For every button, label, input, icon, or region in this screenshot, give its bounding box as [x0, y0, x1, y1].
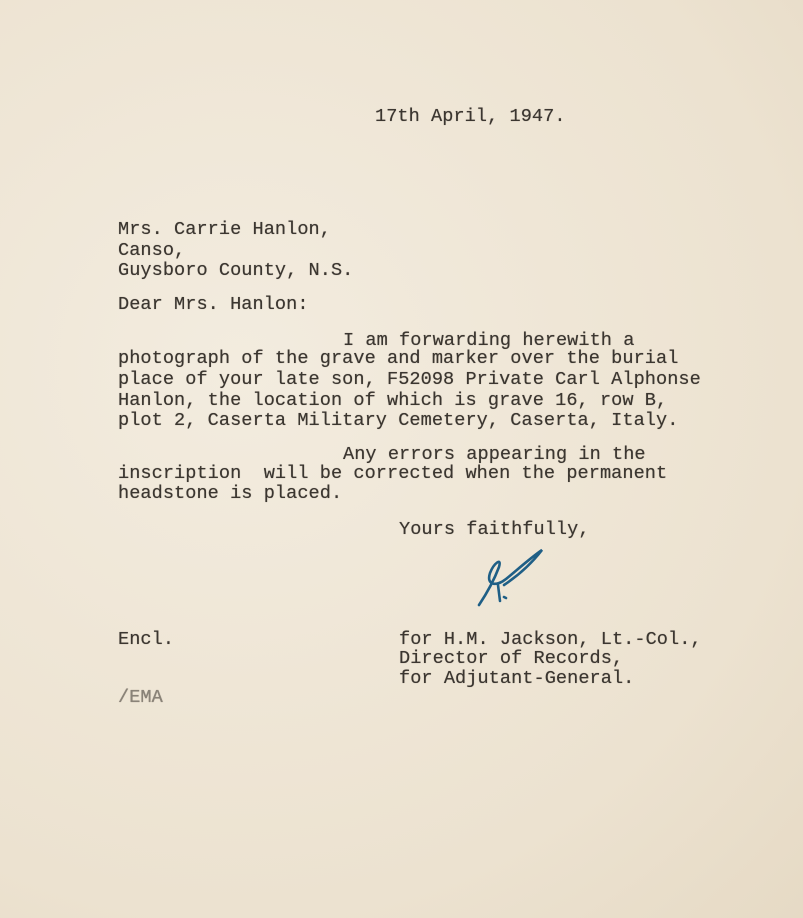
reference-initials: /EMA: [118, 687, 163, 708]
body-line: Hanlon, the location of which is grave 16, row B,: [118, 390, 668, 411]
letter-date: 17th April, 1947.: [375, 106, 566, 127]
recipient-town: Canso,: [118, 240, 186, 261]
body-line: headstone is placed.: [118, 483, 343, 504]
handwritten-signature: [474, 545, 549, 610]
body-line: I am forwarding herewith a: [343, 330, 635, 351]
signatory-line: for H.M. Jackson, Lt.-Col.,: [399, 629, 702, 650]
recipient-county: Guysboro County, N.S.: [118, 260, 354, 281]
signatory-office: for Adjutant-General.: [399, 668, 635, 689]
body-line: Any errors appearing in the: [343, 444, 646, 465]
enclosure-note: Encl.: [118, 629, 175, 650]
body-line: place of your late son, F52098 Private Carl Alphonse: [118, 369, 701, 390]
salutation: Dear Mrs. Hanlon:: [118, 294, 309, 315]
signatory-title: Director of Records,: [399, 648, 624, 669]
body-line: photograph of the grave and marker over the burial: [118, 348, 679, 369]
body-line: plot 2, Caserta Military Cemetery, Caserta, Italy.: [118, 410, 679, 431]
recipient-name: Mrs. Carrie Hanlon,: [118, 219, 331, 240]
closing: Yours faithfully,: [399, 519, 590, 540]
body-line: inscription will be corrected when the permanent: [118, 463, 668, 484]
